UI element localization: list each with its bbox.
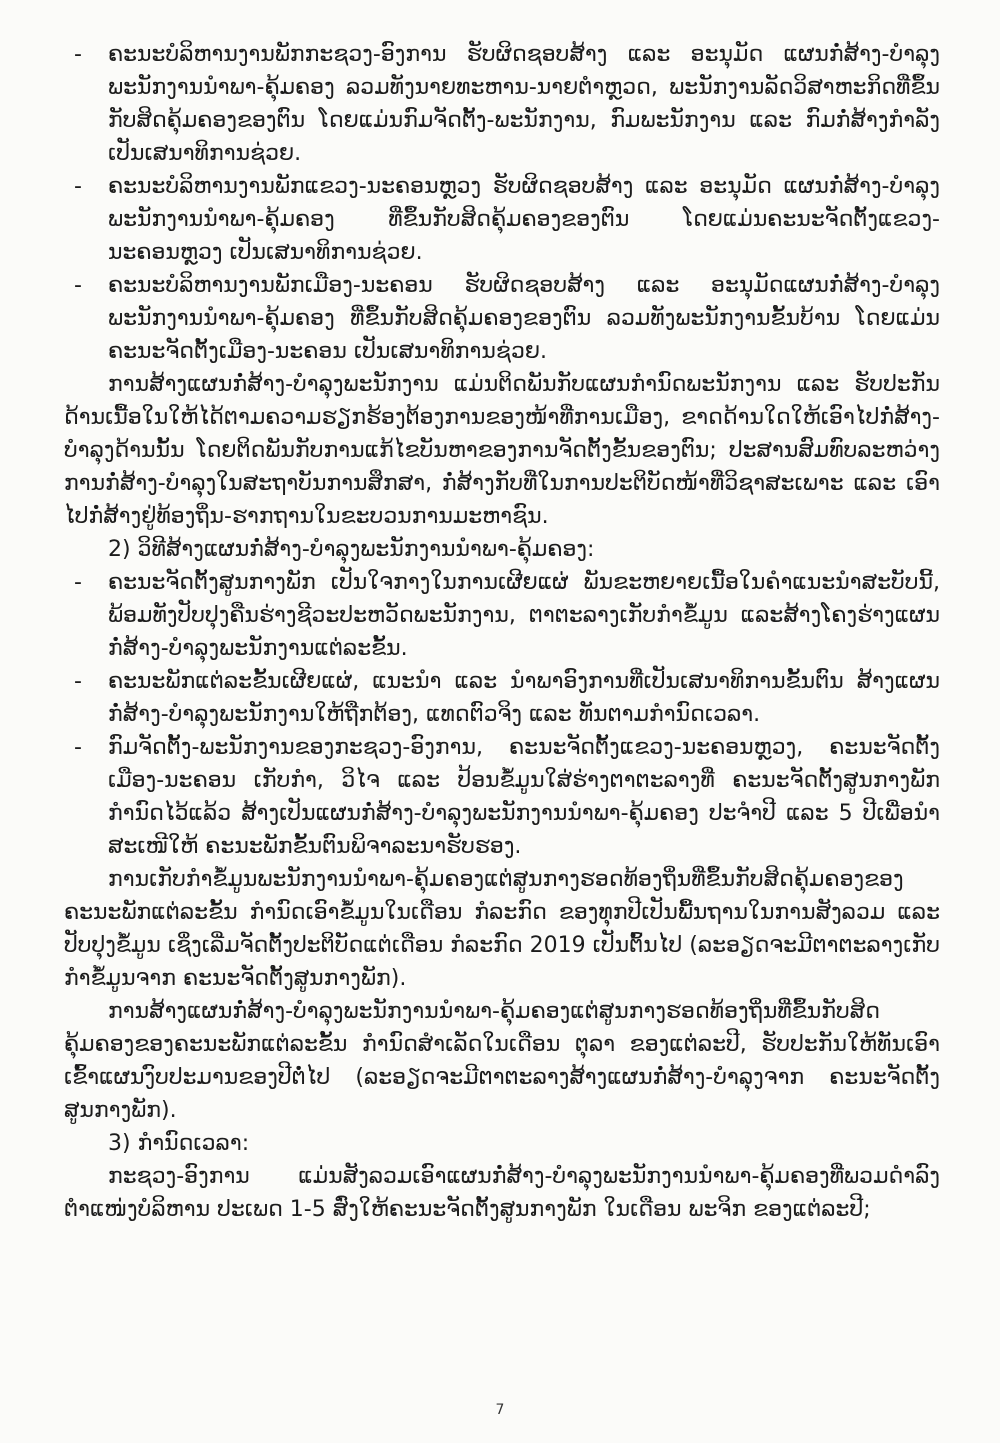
paragraph: ກະຊວງ-ອົງການ ແມ່ນສັງລວມເອົາແຜນກໍ່ສ້າງ-ບຳລຸງພະນັກງານນຳພາ-ຄຸ້ມຄອງທີ່ພວມດຳລົງຕຳແໜ່ງບໍລິຫານ ປະເພດ 1-5 ສົ່ງໃຫ້ຄະນະຈັດຕັ້ງສູນກາງພັກ ໃນເດືອນ ພະຈິກ ຂອງແຕ່ລະປີ; xyxy=(64,1164,940,1222)
bullet-dash: - xyxy=(74,669,82,694)
bullet-dash: - xyxy=(74,273,82,298)
bullet-dash: - xyxy=(74,174,82,199)
bullet-text: ກົມຈັດຕັ້ງ-ພະນັກງານຂອງກະຊວງ-ອົງການ, ຄະນະຈັດຕັ້ງແຂວງ-ນະຄອນຫຼວງ, ຄະນະຈັດຕັ້ງເມືອງ-ນະຄອນ ເກັບກຳ, ວິໄຈ ແລະ ປ້ອນຂໍ້ມູນໃສ່ຮ່າງຕາຕະລາງທີ່ ຄະນະຈັດຕັ້ງສູນກາງພັກກຳນົດໄວ້ແລ້ວ ສ້າງເປັນແຜນກໍ່ສ້າງ-ບຳລຸງພະນັກງານນຳພາ-ຄຸ້ມຄອງ ປະຈຳປີ ແລະ 5 ປີເພື່ອນຳສະເໜີໃຫ້ ຄະນະພັກຂັ້ນຕົນພິຈາລະນາຮັບຮອງ. xyxy=(108,735,940,859)
bullet-text: ຄະນະບໍລິຫານງານພັກເມືອງ-ນະຄອນ ຮັບຜິດຊອບສ້າງ ແລະ ອະນຸມັດແຜນກໍ່ສ້າງ-ບຳລຸງພະນັກງານນຳພາ-ຄຸ້ມຄອງ ທີ່ຂຶ້ນກັບສິດຄຸ້ມຄອງຂອງຕົນ ລວມທັງພະນັກງານຂັ້ນບ້ານ ໂດຍແມ່ນຄະນະຈັດຕັ້ງເມືອງ-ນະຄອນ ເປັນເສນາທິການຊ່ວຍ. xyxy=(108,273,940,364)
bullet-dash: - xyxy=(74,735,82,760)
bullet-text: ຄະນະບໍລິຫານງານພັກກະຊວງ-ອົງການ ຮັບຜິດຊອບສ້າງ ແລະ ອະນຸມັດ ແຜນກໍ່ສ້າງ-ບຳລຸງພະນັກງານນຳພາ-ຄຸ້ມຄອງ ລວມທັງນາຍທະຫານ-ນາຍຕຳຫຼວດ, ພະນັກງານລັດວິສາຫະກິດທີ່ຂຶ້ນກັບສິດຄຸ້ມຄອງຂອງຕົນ ໂດຍແມ່ນກົມຈັດຕັ້ງ-ພະນັກງານ, ກົມພະນັກງານ ແລະ ກົມກໍ່ສ້າງກຳລັງ ເປັນເສນາທິການຊ່ວຍ. xyxy=(108,42,940,166)
bullet-item xyxy=(64,170,940,269)
section-heading: 2) ວິທີສ້າງແຜນກໍ່ສ້າງ-ບຳລຸງພະນັກງານນຳພາ-ຄຸ້ມຄອງ: xyxy=(108,537,595,562)
bullet-text: ຄະນະຈັດຕັ້ງສູນກາງພັກ ເປັນໃຈກາງໃນການເຜີຍແຜ່ ພັນຂະຫຍາຍເນື້ອໃນຄຳແນະນຳສະບັບນີ້, ພ້ອມທັງປັບປຸງຄືນຮ່າງຊີວະປະຫວັດພະນັກງານ, ຕາຕະລາງເກັບກຳຂໍ້ມູນ ແລະສ້າງໂຄງຮ່າງແຜນກໍ່ສ້າງ-ບຳລຸງພະນັກງານແຕ່ລະຂັ້ນ. xyxy=(108,570,940,661)
bullet-item xyxy=(64,566,940,665)
paragraph: ການເກັບກຳຂໍ້ມູນພະນັກງານນຳພາ-ຄຸ້ມຄອງແຕ່ສູນກາງຮອດທ້ອງຖິ່ນທີ່ຂຶ້ນກັບສິດຄຸ້ມຄອງຂອງຄະນະພັກແຕ່ລະຂັ້ນ ກຳນົດເອົາຂໍ້ມູນໃນເດືອນ ກໍລະກົດ ຂອງທຸກປີເປັນພື້ນຖານໃນການສັງລວມ ແລະ ປັບປຸງຂໍ້ມູນ ເຊິ່ງເລີ່ມຈັດຕັ້ງປະຕິບັດແຕ່ເດືອນ ກໍລະກົດ 2019 ເປັນຕົ້ນໄປ (ລະອຽດຈະມີຕາຕະລາງເກັບກຳຂໍ້ມູນຈາກ ຄະນະຈັດຕັ້ງສູນກາງພັກ). xyxy=(64,867,940,991)
bullet-text: ຄະນະພັກແຕ່ລະຂັ້ນເຜີຍແຜ່, ແນະນຳ ແລະ ນຳພາອົງການທີ່ເປັນເສນາທິການຂັ້ນຕົນ ສ້າງແຜນກໍ່ສ້າງ-ບຳລຸງພະນັກງານໃຫ້ຖືກຕ້ອງ, ແທດຕົວຈິງ ແລະ ທັນຕາມກຳນົດເວລາ. xyxy=(108,669,940,727)
bullet-item xyxy=(64,731,940,863)
bullet-item xyxy=(64,38,940,170)
document-body xyxy=(64,38,940,1226)
bullet-item xyxy=(64,665,940,731)
bullet-item xyxy=(64,269,940,368)
bullet-dash: - xyxy=(74,42,82,67)
paragraph: ການສ້າງແຜນກໍ່ສ້າງ-ບຳລຸງພະນັກງານນຳພາ-ຄຸ້ມຄອງແຕ່ສູນກາງຮອດທ້ອງຖິ່ນທີ່ຂຶ້ນກັບສິດຄຸ້ມຄອງຂອງຄະນະພັກແຕ່ລະຂັ້ນ ກຳນົດສຳເລັດໃນເດືອນ ຕຸລາ ຂອງແຕ່ລະປີ, ຮັບປະກັນໃຫ້ທັນເອົາເຂົ້າແຜນງົບປະມານຂອງປີຕໍ່ໄປ (ລະອຽດຈະມີຕາຕະລາງສ້າງແຜນກໍ່ສ້າງ-ບຳລຸງຈາກ ຄະນະຈັດຕັ້ງສູນກາງພັກ). xyxy=(64,999,940,1123)
paragraph: ການສ້າງແຜນກໍ່ສ້າງ-ບຳລຸງພະນັກງານ ແມ່ນຕິດພັນກັບແຜນກຳນົດພະນັກງານ ແລະ ຮັບປະກັນດ້ານເນື້ອໃນໃຫ້ໄດ້ຕາມຄວາມຮຽກຮ້ອງຕ້ອງການຂອງໜ້າທີ່ການເມືອງ, ຂາດດ້ານໃດໃຫ້ເອົາໄປກໍ່ສ້າງ-ບຳລຸງດ້ານນັ້ນ ໂດຍຕິດພັນກັບການແກ້ໄຂບັນຫາຂອງການຈັດຕັ້ງຂັ້ນຂອງຕົນ; ປະສານສົມທົບລະຫວ່າງການກໍ່ສ້າງ-ບຳລຸງໃນສະຖາບັນການສຶກສາ, ກໍ່ສ້າງກັບທີ່ໃນການປະຕິບັດໜ້າທີ່ວິຊາສະເພາະ ແລະ ເອົາໄປກໍ່ສ້າງຢູ່ທ້ອງຖິ່ນ-ຮາກຖານໃນຂະບວນການມະຫາຊົນ. xyxy=(64,372,940,529)
bullet-text: ຄະນະບໍລິຫານງານພັກແຂວງ-ນະຄອນຫຼວງ ຮັບຜິດຊອບສ້າງ ແລະ ອະນຸມັດ ແຜນກໍ່ສ້າງ-ບຳລຸງພະນັກງານນຳພາ-ຄຸ້ມຄອງ ທີ່ຂຶ້ນກັບສິດຄຸ້ມຄອງຂອງຕົນ ໂດຍແມ່ນຄະນະຈັດຕັ້ງແຂວງ-ນະຄອນຫຼວງ ເປັນເສນາທິການຊ່ວຍ. xyxy=(108,174,940,265)
section-heading: 3) ກຳນົດເວລາ: xyxy=(108,1131,250,1156)
page-number: 7 xyxy=(495,1402,505,1418)
bullet-dash: - xyxy=(74,570,82,595)
